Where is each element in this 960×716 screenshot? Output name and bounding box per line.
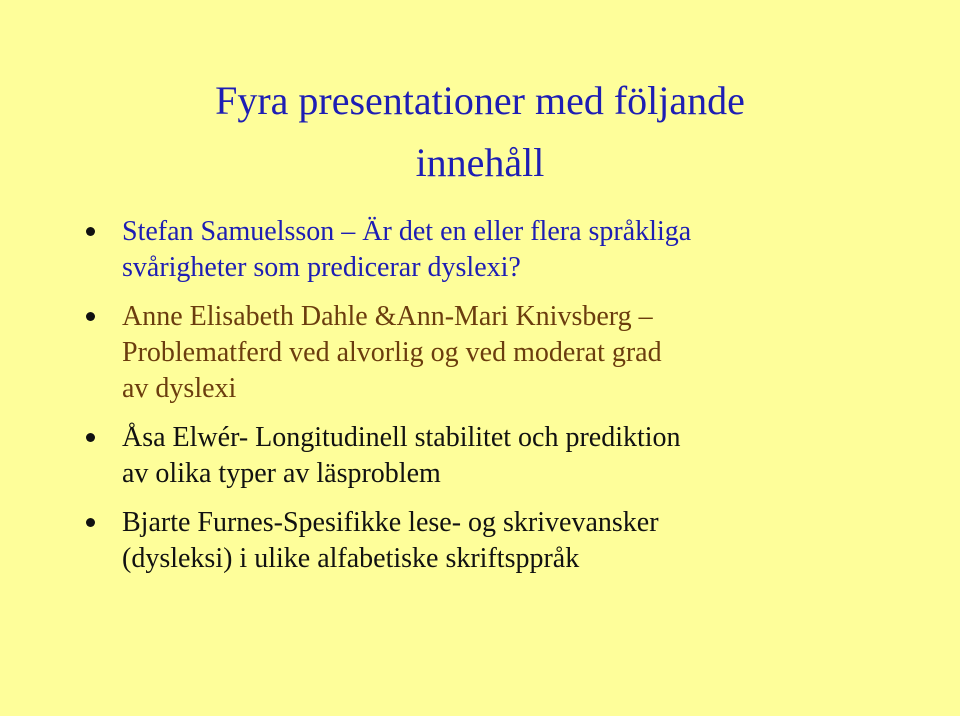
bullet-1-line-2: svårigheter som predicerar dyslexi? [122,252,521,283]
bullet-item-dahle-knivsberg [80,299,940,407]
bullet-1-line-1: Stefan Samuelsson – Är det en eller flera språkliga [122,216,692,247]
slide-title [0,70,960,194]
bullet-list [80,214,940,590]
bullet-4-line-1: Bjarte Furnes-Spesifikke lese- og skrivevansker [122,507,659,538]
bullet-4-line-2: (dysleksi) i ulike alfabetiske skriftsppråk [122,543,580,574]
bullet-2-line-2: Problematferd ved alvorlig og ved moderat grad [122,337,662,368]
bullet-2-line-3: av dyslexi [122,373,237,404]
slide-title-line-2: innehåll [415,140,545,185]
bullet-dot-icon [86,433,95,442]
bullet-dot-icon [86,312,95,321]
bullet-2-line-1: Anne Elisabeth Dahle &Ann-Mari Knivsberg – [122,301,653,332]
bullet-3-line-2: av olika typer av läsproblem [122,458,441,489]
bullet-dot-icon [86,518,95,527]
bullet-item-furnes [80,505,940,577]
bullet-item-elwer [80,420,940,492]
bullet-3-line-1: Åsa Elwér- Longitudinell stabilitet och prediktion [122,422,681,453]
bullet-dot-icon [86,227,95,236]
slide-title-line-1: Fyra presentationer med följande [215,78,745,123]
bullet-item-samuelsson [80,214,940,286]
